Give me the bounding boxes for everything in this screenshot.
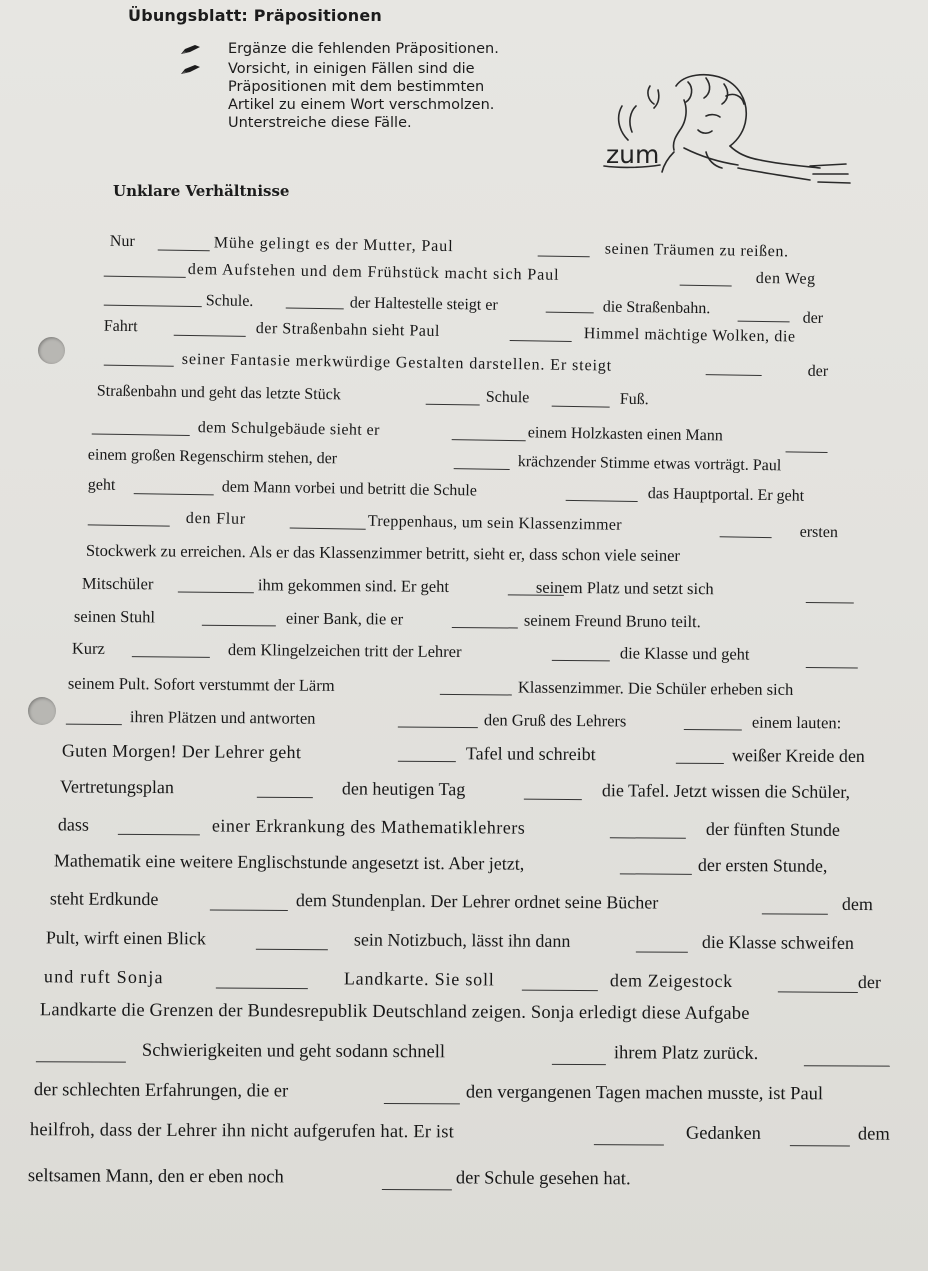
text-segment: dass bbox=[57, 814, 89, 835]
text-segment: seinen Träumen zu reißen. bbox=[604, 240, 789, 261]
blank-line[interactable] bbox=[620, 873, 692, 875]
text-segment: der fünften Stunde bbox=[705, 818, 840, 840]
blank-line[interactable] bbox=[524, 799, 582, 800]
punch-hole bbox=[28, 697, 56, 725]
blank-line[interactable] bbox=[552, 406, 610, 408]
text-segment: Landkarte die Grenzen der Bundesrepublik Deutschland zeigen. Sonja erledigt diese Aufgabe bbox=[39, 1000, 750, 1024]
text-segment: die Straßenbahn. bbox=[602, 298, 711, 318]
text-segment: ihrem Platz zurück. bbox=[613, 1043, 759, 1064]
text-segment: den Flur bbox=[185, 509, 247, 528]
blank-line[interactable] bbox=[510, 340, 572, 342]
text-segment: geht bbox=[87, 476, 116, 494]
text-segment: sein Notizbuch, lässt ihn dann bbox=[353, 929, 571, 951]
blank-line[interactable] bbox=[104, 305, 202, 308]
text-segment: Gedanken bbox=[685, 1123, 761, 1144]
text-segment: der Straßenbahn sieht Paul bbox=[255, 320, 441, 340]
blank-line[interactable] bbox=[790, 1145, 850, 1146]
text-segment: Stockwerk zu erreichen. Als er das Klassenzimmer betritt, sieht er, dass schon viele seiner bbox=[85, 540, 681, 565]
text-segment: Mathematik eine weitere Englischstunde angesetzt ist. Aber jetzt, bbox=[53, 850, 525, 874]
blank-line[interactable] bbox=[452, 439, 526, 441]
text-segment: ersten bbox=[799, 523, 839, 542]
text-segment: der Haltestelle steigt er bbox=[349, 294, 498, 314]
blank-line[interactable] bbox=[202, 625, 276, 627]
text-segment: Fuß. bbox=[619, 390, 649, 409]
blank-line[interactable] bbox=[257, 797, 313, 798]
blank-line[interactable] bbox=[382, 1189, 452, 1190]
blank-line[interactable] bbox=[720, 536, 772, 538]
blank-line[interactable] bbox=[806, 602, 854, 603]
text-segment: steht Erdkunde bbox=[49, 888, 159, 910]
text-segment: dem bbox=[841, 893, 873, 915]
text-segment: Schule. bbox=[205, 292, 254, 310]
blank-line[interactable] bbox=[158, 249, 210, 251]
blank-line[interactable] bbox=[610, 837, 686, 839]
blank-line[interactable] bbox=[174, 335, 246, 337]
text-segment: einem lauten: bbox=[751, 712, 842, 733]
text-segment: Klassenzimmer. Die Schüler erheben sich bbox=[517, 677, 794, 699]
text-segment: dem Klingelzeichen tritt der Lehrer bbox=[227, 639, 462, 662]
blank-line[interactable] bbox=[66, 724, 122, 725]
text-segment: der bbox=[857, 971, 881, 993]
text-segment: die Tafel. Jetzt wissen die Schüler, bbox=[601, 780, 851, 802]
blank-line[interactable] bbox=[454, 468, 510, 470]
text-segment: seinen Stuhl bbox=[73, 606, 156, 627]
blank-line[interactable] bbox=[134, 493, 214, 495]
text-segment: Treppenhaus, um sein Klassenzimmer bbox=[367, 512, 622, 534]
text-segment: dem bbox=[857, 1124, 890, 1145]
blank-line[interactable] bbox=[522, 990, 598, 992]
text-segment: krächzender Stimme etwas vorträgt. Paul bbox=[517, 453, 782, 475]
blank-line[interactable] bbox=[178, 592, 254, 594]
text-segment: dem Zeigestock bbox=[609, 970, 733, 992]
text-segment: weißer Kreide den bbox=[731, 745, 865, 767]
section-subtitle: Unklare Verhältnisse bbox=[113, 182, 290, 200]
text-segment: dem Stundenplan. Der Lehrer ordnet seine Bücher bbox=[295, 890, 659, 913]
text-segment: einer Bank, die er bbox=[285, 608, 404, 629]
blank-line[interactable] bbox=[92, 433, 190, 436]
blank-line[interactable] bbox=[290, 528, 366, 530]
illustration-sketch bbox=[588, 70, 853, 190]
text-segment: einer Erkrankung des Mathematiklehrers bbox=[211, 815, 526, 838]
blank-line[interactable] bbox=[594, 1144, 664, 1145]
blank-line[interactable] bbox=[546, 312, 594, 314]
blank-line[interactable] bbox=[216, 988, 308, 990]
blank-line[interactable] bbox=[426, 404, 480, 406]
punch-hole bbox=[38, 337, 65, 364]
instruction-2-line: Präpositionen mit dem bestimmten bbox=[228, 79, 485, 95]
blank-line[interactable] bbox=[440, 694, 512, 696]
blank-line[interactable] bbox=[806, 667, 858, 668]
instruction-2-line: Artikel zu einem Wort verschmolzen. bbox=[228, 97, 495, 113]
text-segment: Himmel mächtige Wolken, die bbox=[583, 325, 796, 346]
text-segment: Straßenbahn und geht das letzte Stück bbox=[96, 382, 341, 404]
text-segment: Schwierigkeiten und geht sodann schnell bbox=[141, 1040, 446, 1063]
text-segment: Mitschüler bbox=[81, 573, 154, 594]
text-segment: die Klasse und geht bbox=[619, 643, 750, 664]
text-segment: Vertretungsplan bbox=[59, 776, 174, 798]
worksheet-title: Übungsblatt: Präpositionen bbox=[128, 6, 383, 25]
text-segment: Mühe gelingt es der Mutter, Paul bbox=[213, 234, 454, 256]
text-segment: einem Holzkasten einen Mann bbox=[527, 424, 723, 445]
text-segment: Pult, wirft einen Blick bbox=[45, 927, 206, 949]
text-segment: der ersten Stunde, bbox=[697, 854, 828, 876]
instruction-2-line: Vorsicht, in einigen Fällen sind die bbox=[228, 61, 475, 77]
instruction-1 bbox=[180, 40, 580, 58]
text-segment: ihren Plätzen und antworten bbox=[129, 707, 316, 728]
instruction-2 bbox=[180, 60, 580, 132]
blank-line[interactable] bbox=[552, 1064, 606, 1065]
text-segment: Guten Morgen! Der Lehrer geht bbox=[61, 740, 302, 763]
blank-line[interactable] bbox=[676, 763, 724, 764]
text-segment: und ruft Sonja bbox=[43, 966, 164, 988]
pencil-icon bbox=[180, 43, 202, 55]
blank-line[interactable] bbox=[684, 729, 742, 731]
blank-line[interactable] bbox=[738, 321, 790, 323]
blank-line[interactable] bbox=[104, 365, 174, 367]
text-segment: den Gruß des Lehrers bbox=[483, 710, 627, 731]
text-segment: Tafel und schreibt bbox=[465, 743, 596, 765]
text-segment: Kurz bbox=[71, 638, 105, 658]
blank-line[interactable] bbox=[636, 951, 688, 952]
blank-line[interactable] bbox=[538, 255, 590, 257]
text-segment: den Weg bbox=[755, 269, 816, 288]
blank-line[interactable] bbox=[778, 991, 858, 993]
logo-text: zum bbox=[606, 140, 660, 169]
text-segment: Nur bbox=[109, 232, 135, 251]
blank-line[interactable] bbox=[786, 451, 828, 453]
blank-line[interactable] bbox=[804, 1065, 890, 1066]
blank-line[interactable] bbox=[398, 761, 456, 762]
text-segment: Schule bbox=[485, 388, 530, 407]
instruction-2-line: Unterstreiche diese Fälle. bbox=[228, 115, 412, 131]
text-segment: den vergangenen Tagen machen musste, ist Paul bbox=[465, 1082, 824, 1105]
text-segment: seltsamen Mann, den er eben noch bbox=[27, 1166, 284, 1188]
blank-line[interactable] bbox=[680, 285, 732, 287]
blank-line[interactable] bbox=[452, 627, 518, 629]
text-segment: ihm gekommen sind. Er geht bbox=[257, 575, 450, 596]
blank-line[interactable] bbox=[256, 949, 328, 951]
text-segment: einem großen Regenschirm stehen, der bbox=[87, 446, 338, 468]
instruction-1-line: Ergänze die fehlenden Präpositionen. bbox=[228, 41, 499, 57]
blank-line[interactable] bbox=[36, 1061, 126, 1062]
blank-line[interactable] bbox=[566, 500, 638, 502]
text-segment: der schlechten Erfahrungen, die er bbox=[33, 1080, 289, 1102]
text-segment: seinem Platz und setzt sich bbox=[535, 577, 714, 599]
text-segment: seinem Pult. Sofort verstummt der Lärm bbox=[67, 673, 335, 695]
text-segment: dem Aufstehen und dem Frühstück macht sich Paul bbox=[187, 260, 560, 284]
text-segment: Landkarte. Sie soll bbox=[343, 968, 495, 990]
text-segment: der bbox=[807, 362, 829, 381]
text-segment: seinem Freund Bruno teilt. bbox=[523, 610, 701, 632]
text-segment: der bbox=[802, 309, 824, 327]
pencil-icon bbox=[180, 63, 202, 75]
text-segment: seiner Fantasie merkwürdige Gestalten darstellen. Er steigt bbox=[181, 350, 613, 375]
blank-line[interactable] bbox=[286, 307, 344, 309]
text-segment: Fahrt bbox=[103, 317, 138, 336]
blank-line[interactable] bbox=[398, 726, 478, 728]
blank-line[interactable] bbox=[118, 834, 200, 836]
blank-line[interactable] bbox=[762, 913, 828, 914]
blank-line[interactable] bbox=[552, 660, 610, 662]
blank-line[interactable] bbox=[706, 374, 762, 376]
blank-line[interactable] bbox=[210, 909, 288, 911]
text-segment: dem Mann vorbei und betritt die Schule bbox=[221, 478, 478, 500]
text-segment: das Hauptportal. Er geht bbox=[647, 485, 805, 505]
text-segment: den heutigen Tag bbox=[341, 778, 466, 800]
text-segment: heilfroh, dass der Lehrer ihn nicht aufgerufen hat. Er ist bbox=[29, 1120, 455, 1143]
blank-line[interactable] bbox=[132, 656, 210, 658]
blank-line[interactable] bbox=[384, 1103, 460, 1104]
blank-line[interactable] bbox=[104, 276, 186, 278]
blank-line[interactable] bbox=[88, 524, 170, 526]
instructions bbox=[180, 40, 580, 132]
text-segment: die Klasse schweifen bbox=[701, 931, 854, 953]
text-segment: der Schule gesehen hat. bbox=[455, 1168, 631, 1190]
text-segment: dem Schulgebäude sieht er bbox=[197, 419, 380, 439]
